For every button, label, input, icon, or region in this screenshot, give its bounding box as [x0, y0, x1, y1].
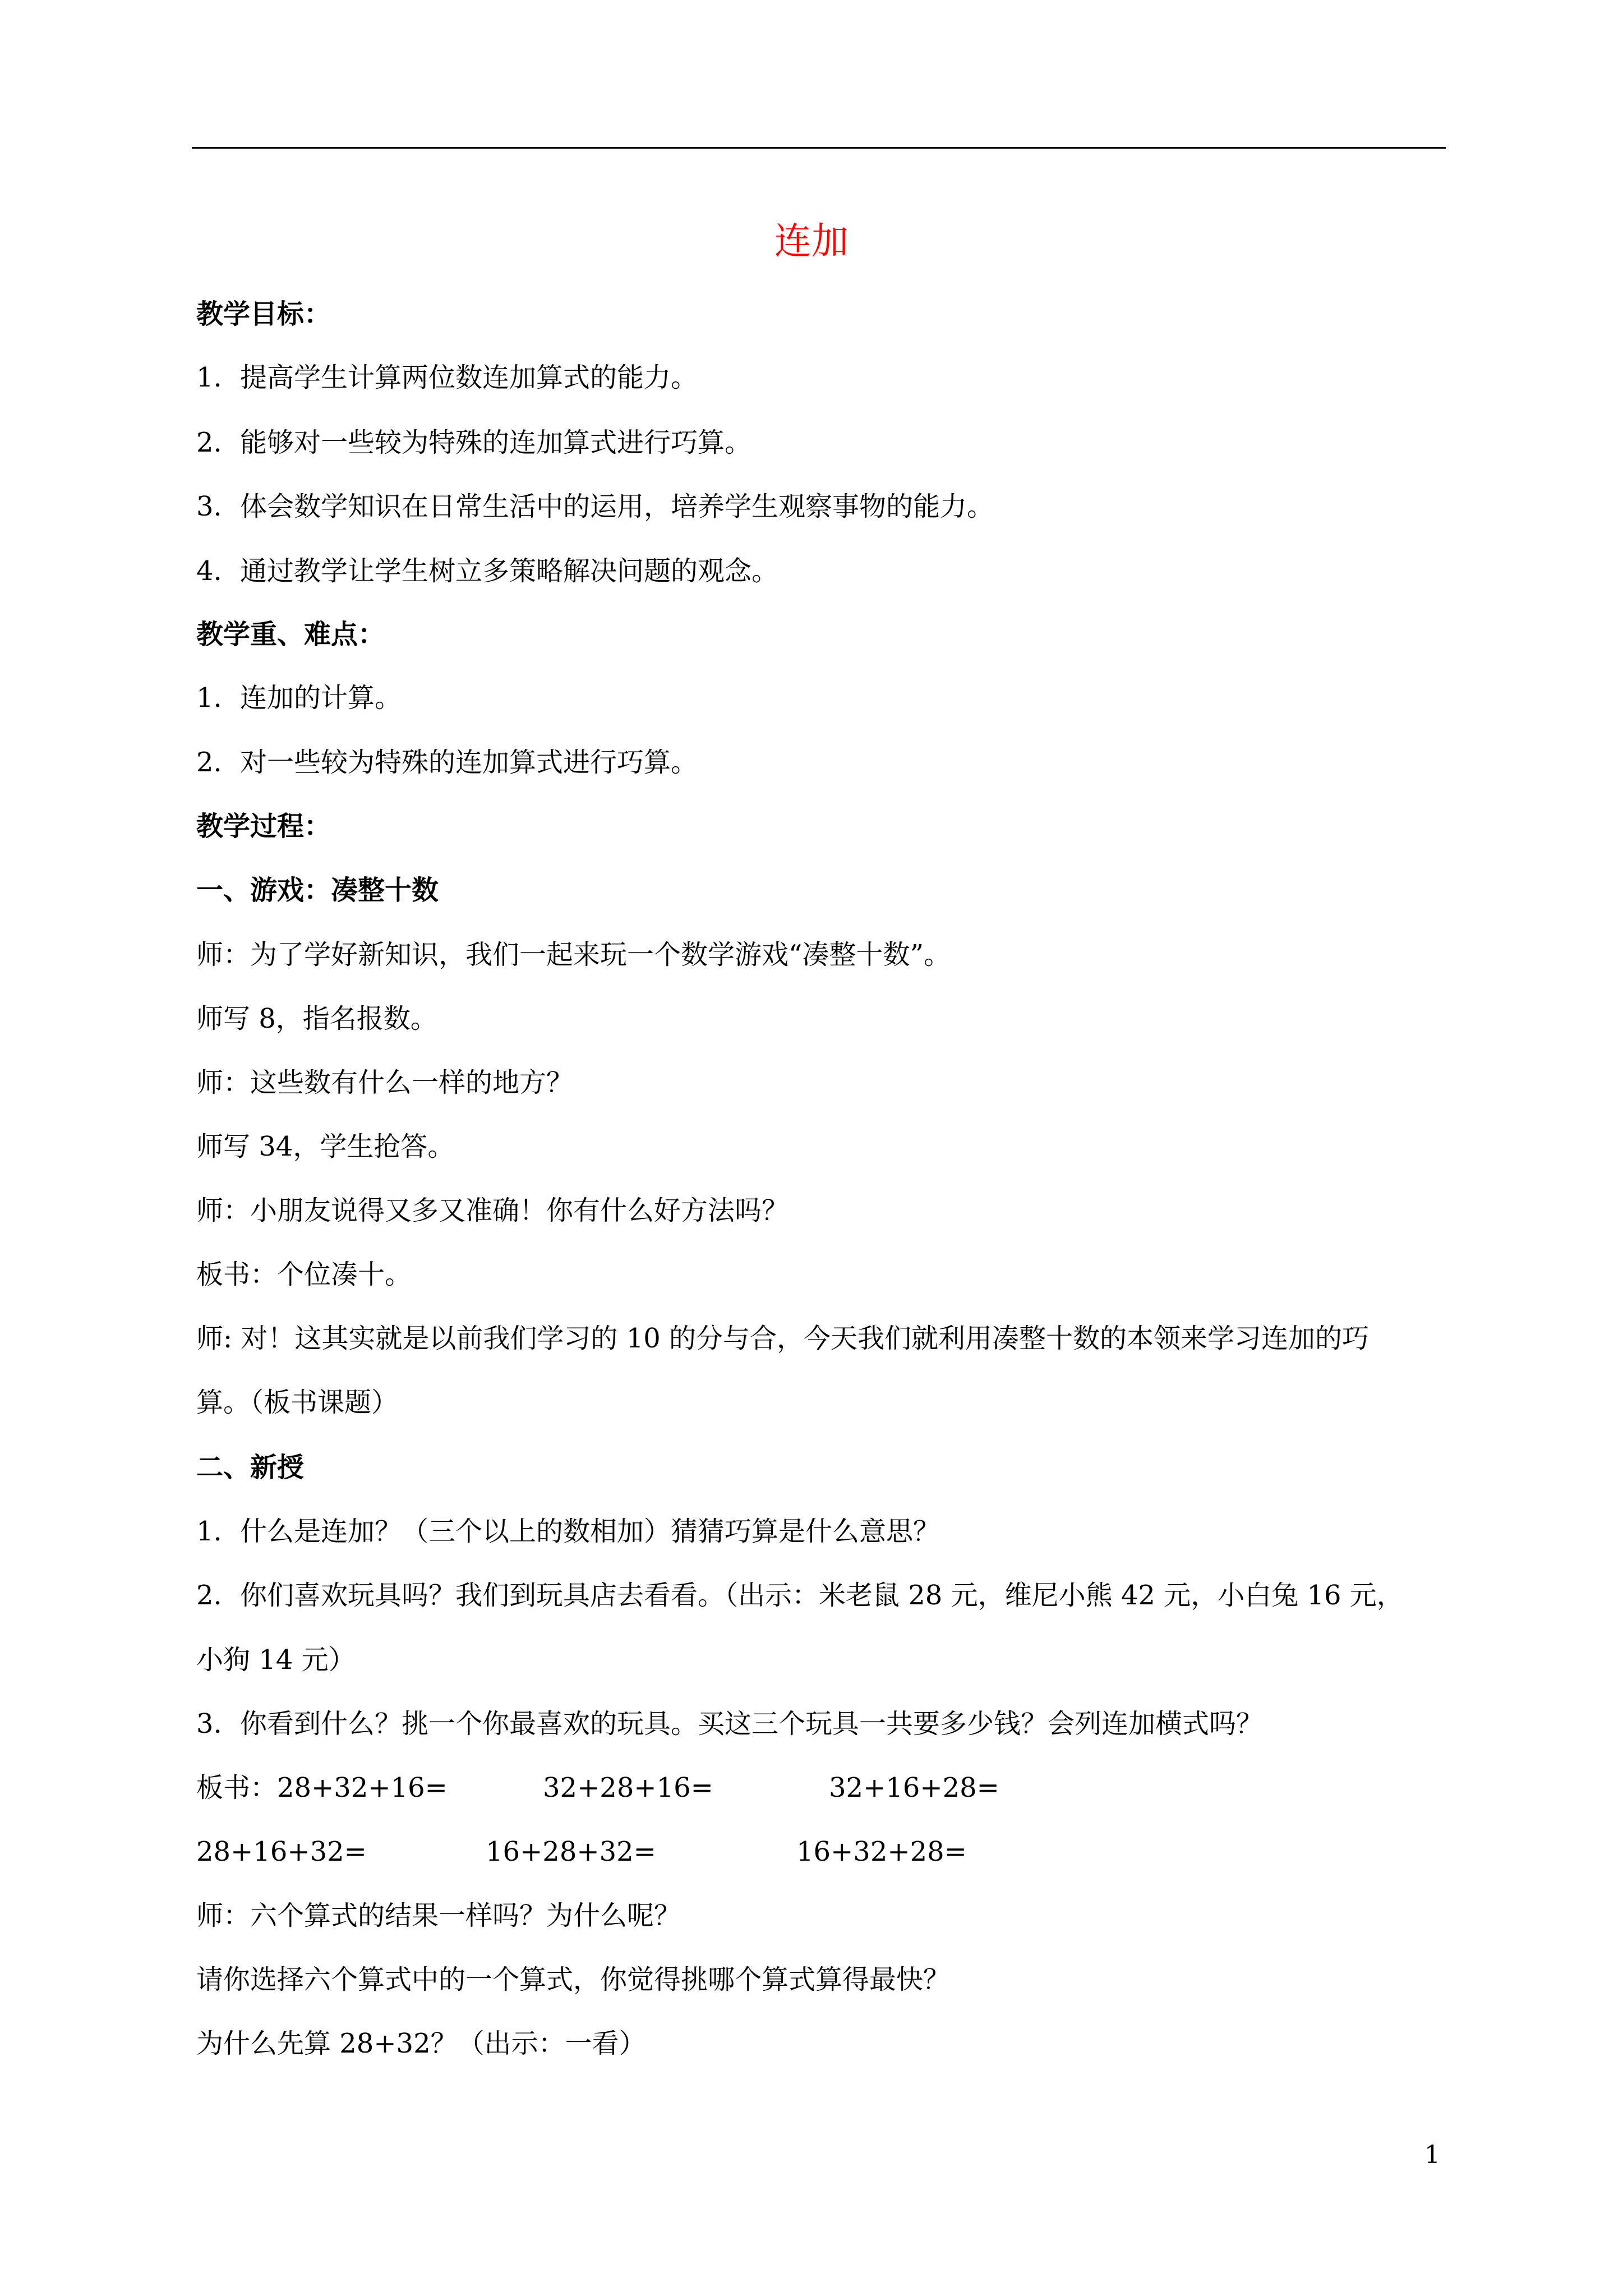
- dialogue-line: 请你选择六个算式中的一个算式，你觉得挑哪个算式算得最快？: [196, 1964, 951, 1995]
- process-heading: 教学过程：: [196, 811, 331, 842]
- item-text: 体会数学知识在日常生活中的运用，培养学生观察事物的能力。: [240, 491, 994, 522]
- formula: 16+28+32=: [486, 1836, 656, 1867]
- item-number: 1.: [196, 362, 222, 393]
- item-text: 你们喜欢玩具吗？我们到玩具店去看看。（出示：米老鼠 28 元，维尼小熊 42 元，小白兔 16 元，: [240, 1580, 1404, 1611]
- section-heading-game: 一、游戏：凑整十数: [196, 875, 439, 906]
- key-point-item: [196, 681, 402, 715]
- dialogue-line: 为什么先算 28+32？（出示：一看）: [196, 2028, 646, 2059]
- item-number: 3.: [196, 491, 222, 522]
- item-number: 2.: [196, 427, 222, 458]
- dialogue-line: 算。（板书课题）: [196, 1387, 399, 1418]
- key-points-heading: 教学重、难点：: [196, 619, 385, 650]
- item-number: 2.: [196, 747, 222, 778]
- item-text: 对一些较为特殊的连加算式进行巧算。: [240, 747, 698, 778]
- item-text: 连加的计算。: [240, 682, 402, 714]
- objective-item: [196, 426, 751, 459]
- page-title: 连加: [774, 219, 849, 263]
- item-text: 你看到什么？挑一个你最喜欢的玩具。买这三个玩具一共要多少钱？会列连加横式吗？: [240, 1708, 1264, 1740]
- dialogue-line: 师：小朋友说得又多又准确！你有什么好方法吗？: [196, 1195, 789, 1226]
- page-number: 1: [1424, 2141, 1440, 2169]
- dialogue-line: 师写 34，学生抢答。: [196, 1131, 455, 1162]
- formula: 16+32+28=: [796, 1836, 967, 1867]
- dialogue-line: 师写 8，指名报数。: [196, 1003, 437, 1034]
- formula: 28+32+16=: [277, 1772, 448, 1803]
- new-lesson-item: [196, 1515, 940, 1548]
- item-number: 1.: [196, 682, 222, 714]
- item-number: 1.: [196, 1516, 222, 1547]
- dialogue-line: 板书：个位凑十。: [196, 1259, 412, 1290]
- dialogue-line: 师：这些数有什么一样的地方？: [196, 1067, 574, 1098]
- item-text: 能够对一些较为特殊的连加算式进行巧算。: [240, 427, 752, 458]
- objectives-heading: 教学目标：: [196, 298, 331, 330]
- item-text: 什么是连加？（三个以上的数相加）猜猜巧算是什么意思？: [240, 1516, 940, 1547]
- dialogue-line: 师：为了学好新知识，我们一起来玩一个数学游戏“凑整十数”。: [196, 939, 951, 970]
- dialogue-line: 师：六个算式的结果一样吗？为什么呢？: [196, 1900, 681, 1931]
- board-label: 板书：: [196, 1772, 278, 1803]
- objective-item: [196, 361, 698, 394]
- new-lesson-item: [196, 1707, 1263, 1741]
- formula: 28+16+32=: [196, 1836, 367, 1867]
- item-number: 3.: [196, 1708, 222, 1740]
- item-text: 通过教学让学生树立多策略解决问题的观念。: [240, 555, 779, 587]
- new-lesson-item-continued: 小狗 14 元）: [196, 1644, 356, 1676]
- new-lesson-item: [196, 1579, 1404, 1612]
- objective-item: [196, 490, 994, 523]
- formula: 32+28+16=: [543, 1772, 713, 1803]
- item-number: 4.: [196, 555, 222, 587]
- dialogue-line: 师: 对！这其实就是以前我们学习的 10 的分与合，今天我们就利用凑整十数的本领来学习连加的巧: [196, 1323, 1370, 1354]
- item-text: 提高学生计算两位数连加算式的能力。: [240, 362, 698, 393]
- item-number: 2.: [196, 1580, 222, 1611]
- section-heading-new: 二、新授: [196, 1452, 305, 1483]
- formula: 32+16+28=: [829, 1772, 999, 1803]
- key-point-item: [196, 746, 698, 779]
- objective-item: [196, 554, 778, 588]
- header-rule: [192, 147, 1446, 149]
